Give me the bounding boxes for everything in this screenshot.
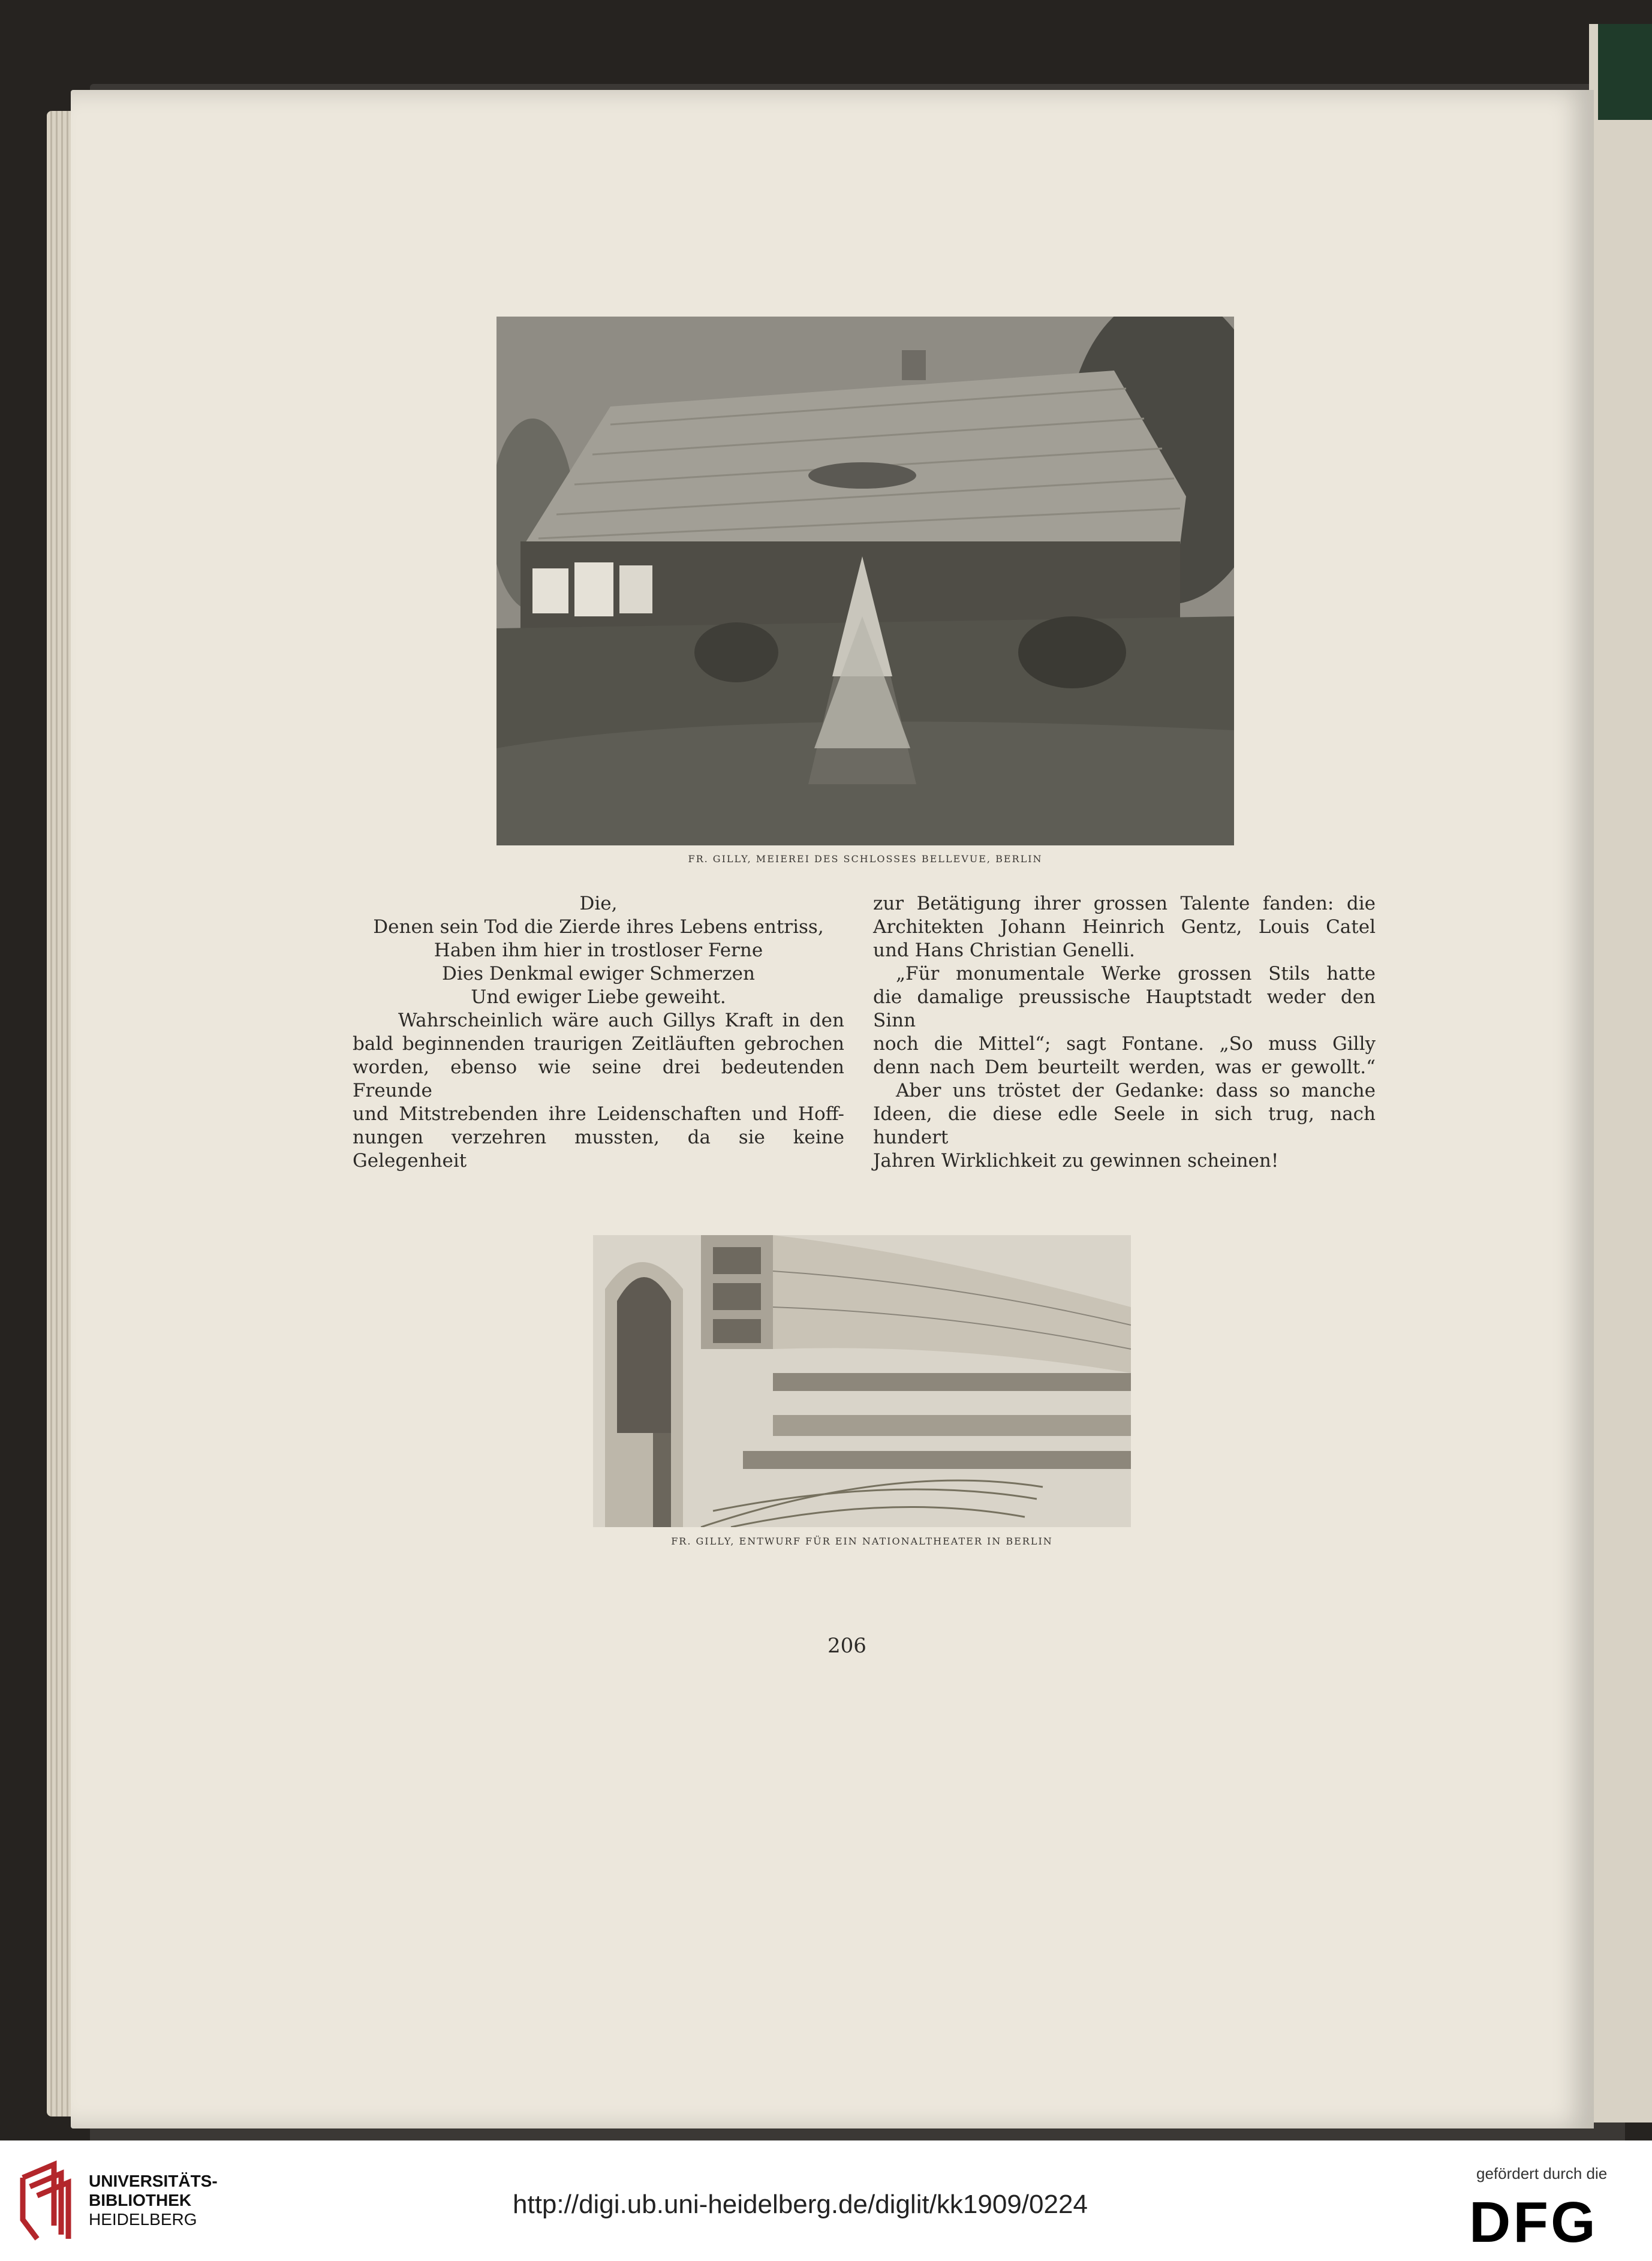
poem-line: Die, bbox=[579, 893, 618, 914]
viewer-footer bbox=[0, 2140, 1652, 2261]
nationaltheater-illustration bbox=[593, 1235, 1131, 1527]
right-paragraph-2 bbox=[873, 962, 1376, 1079]
text-line: und Mitstrebenden ihre Leidenschaften und Hoff- bbox=[353, 1103, 844, 1125]
figure-nationaltheater-drawing bbox=[593, 1235, 1131, 1527]
library-name-line: BIBLIOTHEK bbox=[89, 2191, 192, 2209]
text-line: worden, ebenso wie seine drei bedeutenden Freunde bbox=[353, 1056, 844, 1101]
text-line: und Hans Christian Genelli. bbox=[873, 940, 1135, 961]
funded-by-label: gefördert durch die bbox=[1476, 2164, 1608, 2182]
dfg-logo: DFG bbox=[1469, 2190, 1598, 2254]
figure2-caption: FR. GILLY, ENTWURF FÜR EIN NATIONALTHEATER IN BERLIN bbox=[671, 1536, 1053, 1547]
library-name-line: HEIDELBERG bbox=[89, 2210, 197, 2229]
permalink-url[interactable]: http://digi.ub.uni-heidelberg.de/diglit/kk1909/0224 bbox=[513, 2190, 1088, 2219]
text-line: nungen verzehren mussten, da sie keine Gelegenheit bbox=[353, 1127, 844, 1172]
text-line: bald beginnenden traurigen Zeitläuften gebrochen bbox=[353, 1033, 844, 1055]
text-line: die damalige preussische Hauptstadt weder den Sinn bbox=[873, 986, 1376, 1031]
right-paragraph-3 bbox=[873, 1079, 1376, 1149]
university-library-logo-icon bbox=[18, 2160, 73, 2244]
text-line: denn nach Dem beurteilt werden, was er gewollt.“ bbox=[873, 1056, 1376, 1078]
text-line: zur Betätigung ihrer grossen Talente fanden: die bbox=[873, 893, 1376, 914]
green-binding-corner bbox=[1598, 24, 1652, 120]
figure1-caption: FR. GILLY, MEIEREI DES SCHLOSSES BELLEVUE, BERLIN bbox=[688, 853, 1043, 865]
poem-line: Dies Denkmal ewiger Schmerzen bbox=[442, 963, 755, 985]
adjacent-page-edge bbox=[1589, 24, 1652, 2122]
text-line: Wahrscheinlich wäre auch Gillys Kraft in den bbox=[398, 1010, 844, 1031]
text-line: Ideen, die diese edle Seele in sich trug, nach hundert bbox=[873, 1103, 1376, 1148]
poem-line: Und ewiger Liebe geweiht. bbox=[471, 986, 726, 1008]
right-column bbox=[873, 892, 1376, 1173]
text-line: Aber uns tröstet der Gedanke: dass so manche bbox=[896, 1080, 1376, 1101]
text-line: noch die Mittel“; sagt Fontane. „So muss Gilly bbox=[873, 1033, 1376, 1055]
text-line: Jahren Wirklichkeit zu gewinnen scheinen! bbox=[873, 1150, 1279, 1172]
text-line: Architekten Johann Heinrich Gentz, Louis Catel bbox=[873, 916, 1376, 938]
library-name-line: UNIVERSITÄTS- bbox=[89, 2172, 218, 2190]
page-number: 206 bbox=[827, 1634, 866, 1658]
left-paragraph bbox=[353, 1009, 844, 1173]
poem-line: Denen sein Tod die Zierde ihres Lebens entriss, bbox=[373, 916, 824, 938]
library-name bbox=[89, 2172, 218, 2229]
right-paragraph-1 bbox=[873, 892, 1376, 939]
epitaph-poem bbox=[353, 892, 844, 1009]
meierei-illustration bbox=[496, 317, 1234, 845]
text-line: „Für monumentale Werke grossen Stils hatte bbox=[896, 963, 1376, 985]
figure-meierei-photo bbox=[496, 317, 1234, 845]
left-column bbox=[353, 892, 844, 1173]
poem-line: Haben ihm hier in trostloser Ferne bbox=[434, 940, 763, 961]
